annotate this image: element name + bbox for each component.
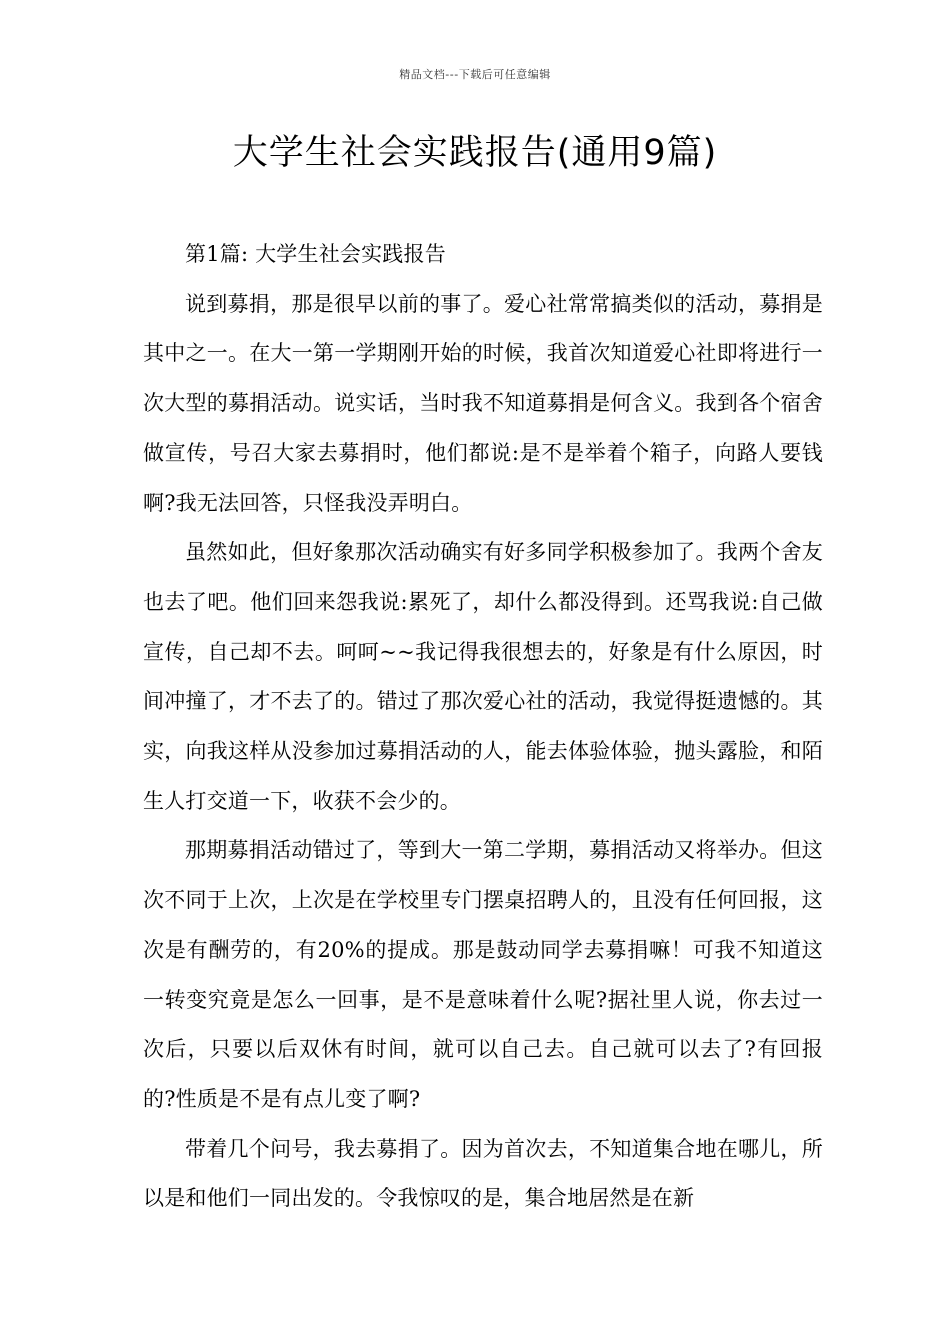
document-title: 大学生社会实践报告(通用9篇) xyxy=(232,133,718,173)
paragraph-2: 虽然如此，但好象那次活动确实有好多同学积极参加了。我两个舍友也去了吧。他们回来怨我说:累死了，却什么都没得到。还骂我说:自己做宣传，自己却不去。呵呵~~我记得我很想去的，好象是有什么原因，时间冲撞了，才不去了的。错过了那次爱心社的活动，我觉得挺遗憾的。其实，向我这样从没参加过募捐活动的人，能去体验体验，抛头露脸，和陌生人打交道一下，收获不会少的。 xyxy=(143,540,823,813)
header-note: 精品文档---下载后可任意编辑 xyxy=(399,68,551,81)
paragraph-4: 带着几个问号，我去募捐了。因为首次去，不知道集合地在哪儿，所以是和他们一同出发的。令我惊叹的是，集合地居然是在新 xyxy=(143,1136,823,1211)
paragraph-3: 那期募捐活动错过了，等到大一第二学期，募捐活动又将举办。但这次不同于上次，上次是在学校里专门摆桌招聘人的，且没有任何回报，这次是有酬劳的，有20%的提成。那是鼓动同学去募捐嘛！可我不知道这一转变究竟是怎么一回事，是不是意味着什么呢?据社里人说，你去过一次后，只要以后双休有时间，就可以自己去。自己就可以去了?有回报的?性质是不是有点儿变了啊? xyxy=(143,838,823,1111)
document-body xyxy=(143,230,823,1224)
paragraph-1: 说到募捐，那是很早以前的事了。爱心社常常搞类似的活动，募捐是其中之一。在大一第一学期刚开始的时候，我首次知道爱心社即将进行一次大型的募捐活动。说实话，当时我不知道募捐是何含义。我到各个宿舍做宣传，号召大家去募捐时，他们都说:是不是举着个箱子，向路人要钱啊?我无法回答，只怪我没弄明白。 xyxy=(143,291,823,515)
section-heading: 第1篇: 大学生社会实践报告 xyxy=(185,242,446,266)
